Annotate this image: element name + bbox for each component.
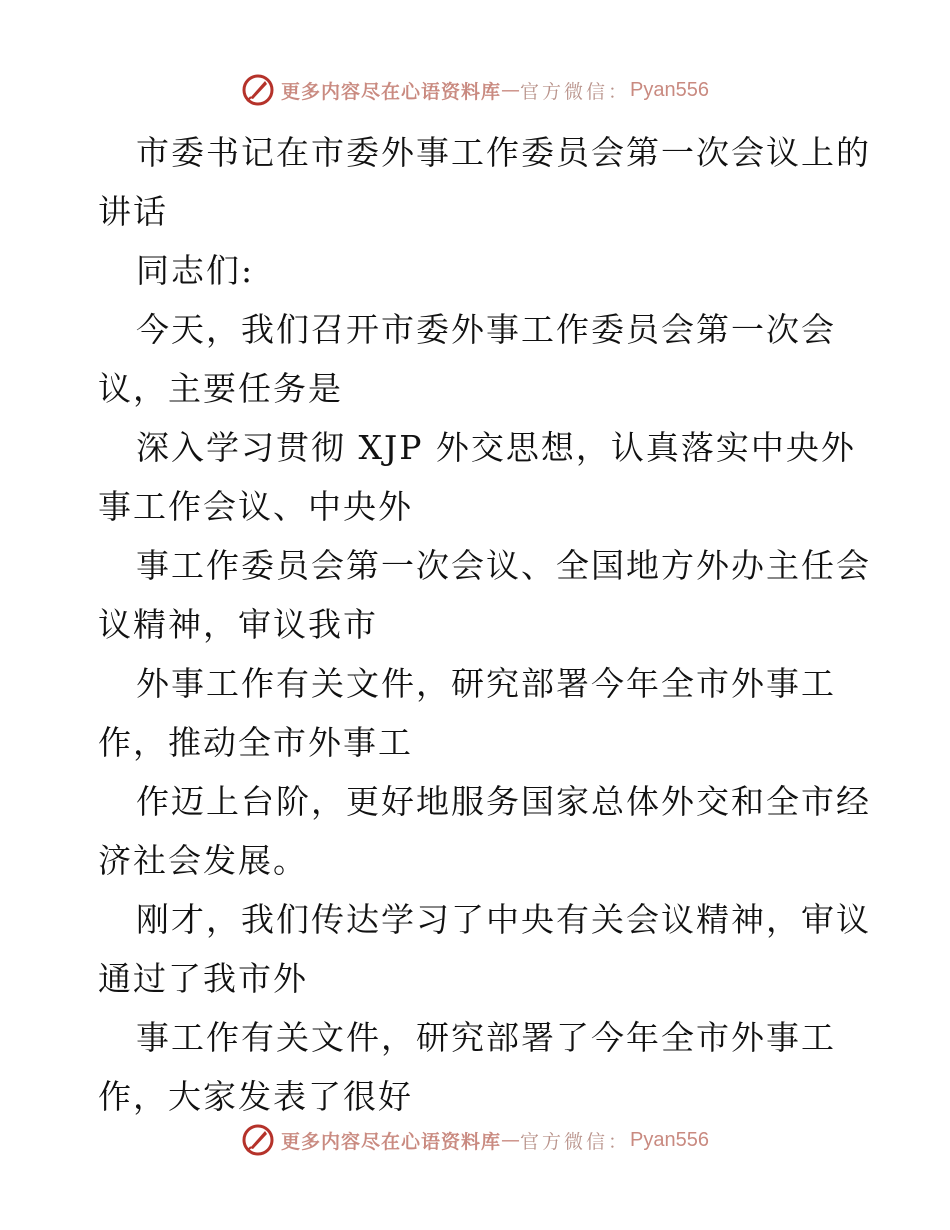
banner-wechat-id: Pyan556 [630, 78, 709, 101]
footer-banner [0, 1120, 950, 1160]
quill-logo-icon [241, 73, 275, 107]
banner-slogan: 更多内容尽在心语资料库 [281, 1130, 502, 1153]
doc-line: 今天，我们召开市委外事工作委员会第一次会 [136, 310, 836, 349]
banner-wechat-label: 官方微信： [520, 80, 631, 103]
doc-line: 事工作会议、中央外 [98, 487, 413, 526]
doc-line: 通过了我市外 [98, 959, 308, 998]
document-body [98, 123, 871, 1126]
doc-line: 作，大家发表了很好 [98, 1077, 413, 1116]
banner-wechat-id: Pyan556 [630, 1128, 709, 1151]
quill-logo-icon [241, 1123, 275, 1157]
doc-line: 作，推动全市外事工 [98, 723, 413, 762]
doc-line: 事工作有关文件，研究部署了今年全市外事工 [136, 1018, 836, 1057]
doc-line: 刚才，我们传达学习了中央有关会议精神，审议 [136, 900, 871, 939]
doc-line: 作迈上台阶，更好地服务国家总体外交和全市经 [136, 782, 871, 821]
banner-dash: — [501, 79, 521, 101]
doc-title-line-2: 讲话 [98, 192, 168, 231]
doc-line: 深入学习贯彻 XJP 外交思想，认真落实中央外 [136, 428, 856, 467]
salutation: 同志们: [136, 251, 255, 290]
banner-slogan: 更多内容尽在心语资料库 [281, 80, 502, 103]
doc-line: 事工作委员会第一次会议、全国地方外办主任会 [136, 546, 871, 585]
banner-dash: — [501, 1129, 521, 1151]
doc-line: 议精神，审议我市 [98, 605, 378, 644]
header-banner [0, 70, 950, 110]
doc-title-line-1: 市委书记在市委外事工作委员会第一次会议上的 [136, 133, 871, 172]
doc-line: 外事工作有关文件，研究部署今年全市外事工 [136, 664, 836, 703]
doc-line: 济社会发展。 [98, 841, 308, 880]
doc-line: 议，主要任务是 [98, 369, 343, 408]
banner-wechat-label: 官方微信： [520, 1130, 631, 1153]
